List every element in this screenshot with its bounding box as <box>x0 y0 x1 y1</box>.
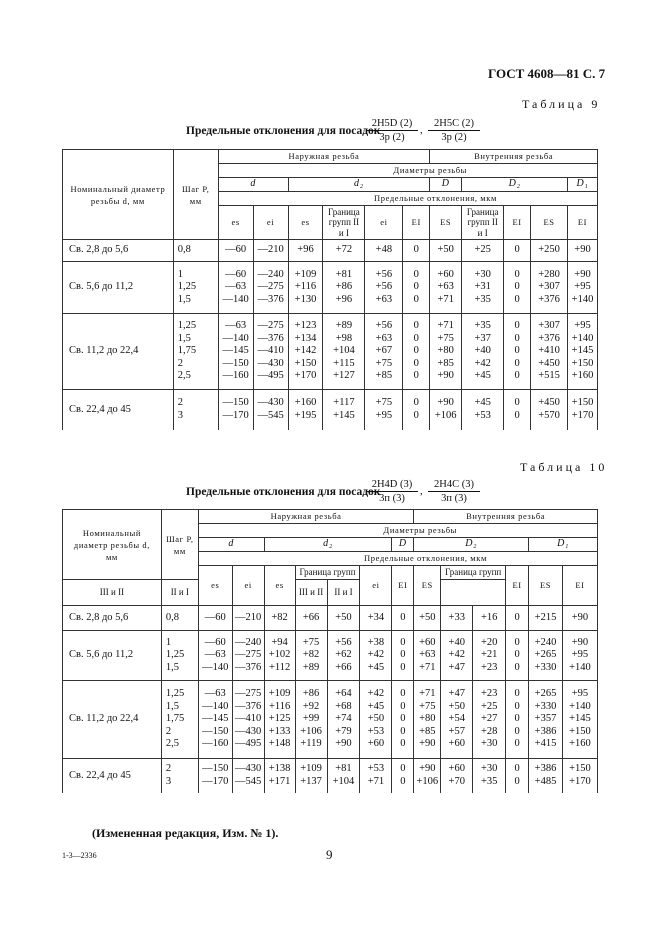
cell-value: +75 +95 <box>365 390 403 430</box>
cell-value: +72 <box>323 240 365 262</box>
cell-nominal-diameter: Св. 5,6 до 11,2 <box>63 631 162 681</box>
cell-step: 1 1,25 1,5 <box>161 631 198 681</box>
col-ES: ES <box>430 206 462 240</box>
cell-value: +50 <box>327 606 360 631</box>
cell-value: +240 +265 +330 <box>529 631 563 681</box>
cell-value: +56 +56 +63 <box>365 262 403 314</box>
cell-nominal-diameter: Св. 11,2 до 22,4 <box>63 314 174 390</box>
header-thread-diameters: Диаметры резьбы <box>218 164 597 178</box>
col-group-boundary: Граница групп <box>295 566 360 580</box>
cell-value: +386 +485 <box>529 759 563 793</box>
cell-value: +48 <box>365 240 403 262</box>
cell-step: 2 3 <box>161 759 198 793</box>
cell-value: —275 —376 —410 —430 —495 <box>232 681 264 759</box>
fraction-denominator: 3р (2) <box>441 132 467 143</box>
table-row <box>63 681 598 759</box>
cell-nominal-diameter: Св. 11,2 до 22,4 <box>63 681 162 759</box>
cell-value: 0 0 0 <box>506 631 529 681</box>
cell-value: +94 +102 +112 <box>264 631 295 681</box>
col-groups-III-II: III и II <box>63 580 162 606</box>
cell-value: +30 +35 <box>473 759 506 793</box>
table-row <box>63 759 598 793</box>
cell-value: —63 —140 —145 —150 —160 <box>218 314 253 390</box>
cell-value: 0 0 0 0 0 <box>506 681 529 759</box>
cell-value: +280 +307 +376 <box>531 262 568 314</box>
cell-value: +86 +92 +99 +106 +119 <box>295 681 327 759</box>
header-D: D <box>392 538 414 552</box>
cell-value: +16 <box>473 606 506 631</box>
cell-value: 0 0 0 <box>403 262 430 314</box>
cell-value: +90 +95 +140 <box>567 262 597 314</box>
cell-value: +160 +195 <box>288 390 323 430</box>
col-es: es <box>288 206 323 240</box>
col-ES: ES <box>529 566 563 606</box>
cell-value: +150 +170 <box>562 759 597 793</box>
cell-value: +123 +134 +142 +150 +170 <box>288 314 323 390</box>
cell-value: 0 0 0 0 0 <box>392 681 414 759</box>
cell-value: +81 +104 <box>327 759 360 793</box>
col-ei: ei <box>360 566 392 606</box>
cell-value: +66 <box>295 606 327 631</box>
table-row <box>63 240 598 262</box>
col-group-boundary: Граница групп <box>441 566 506 580</box>
header-d2: d₂ <box>288 178 430 192</box>
header-thread-diameters: Диаметры резьбы <box>198 524 597 538</box>
fraction-denominator: 3п (3) <box>379 493 405 504</box>
cell-value: +117 +145 <box>323 390 365 430</box>
cell-value: +89 +98 +104 +115 +127 <box>323 314 365 390</box>
cell-value: 0 0 <box>504 390 531 430</box>
cell-value: +90 <box>562 606 597 631</box>
fraction-numerator: 2H5C (2) <box>428 117 480 131</box>
cell-value: +109 +137 <box>295 759 327 793</box>
cell-value: —430 —545 <box>232 759 264 793</box>
table-10 <box>62 509 598 793</box>
cell-value: —60 <box>198 606 232 631</box>
table-caption: Таблица 9 <box>522 97 601 111</box>
cell-value: 0 0 <box>506 759 529 793</box>
cell-value: +50 <box>430 240 462 262</box>
comma: , <box>420 124 423 136</box>
fraction-numerator: 2H5D (2) <box>366 117 418 131</box>
cell-value: 0 0 <box>392 759 414 793</box>
header-d: d <box>198 538 264 552</box>
cell-value: +90 +106 <box>414 759 441 793</box>
cell-value: —60 <box>218 240 253 262</box>
header-step: Шаг P, мм <box>173 150 218 240</box>
fit-fraction <box>428 478 480 505</box>
cell-value: +47 +50 +54 +57 +60 <box>441 681 473 759</box>
cell-value: —240 —275 —376 <box>253 262 288 314</box>
cell-value: +215 <box>529 606 563 631</box>
revision-note: (Измененная редакция, Изм. № 1). <box>92 826 279 840</box>
cell-value: +71 +75 +80 +85 +90 <box>414 681 441 759</box>
col-group-boundary: Граница групп II и I <box>462 206 504 240</box>
cell-value: +60 +63 +71 <box>414 631 441 681</box>
cell-value: +56 +62 +66 <box>327 631 360 681</box>
cell-step: 2 3 <box>173 390 218 430</box>
fraction-numerator: 2H4D (3) <box>366 478 418 492</box>
cell-value: +25 <box>462 240 504 262</box>
cell-value: +20 +21 +23 <box>473 631 506 681</box>
cell-value: —210 <box>253 240 288 262</box>
header-step: Шаг P, мм <box>161 510 198 580</box>
cell-value: 0 <box>392 606 414 631</box>
header-D2: D₂ <box>414 538 529 552</box>
cell-value: +34 <box>360 606 392 631</box>
cell-value: +250 <box>531 240 568 262</box>
document-header: ГОСТ 4608—81 С. 7 <box>488 66 606 81</box>
col-EI: EI <box>504 206 531 240</box>
header-D2: D₂ <box>462 178 568 192</box>
cell-value: —150 —170 <box>198 759 232 793</box>
table-row <box>63 606 598 631</box>
col-EI: EI <box>567 206 597 240</box>
header-nominal-diameter: Номинальный диаметр резьбы d, мм <box>63 510 162 580</box>
fraction-denominator: 3п (3) <box>441 493 467 504</box>
cell-value: +38 +42 +45 <box>360 631 392 681</box>
col-groups-II-I: II и I <box>327 580 360 606</box>
col-EI: EI <box>562 566 597 606</box>
cell-value: +90 +95 +140 <box>562 631 597 681</box>
header-inner-thread: Внутренняя резьба <box>414 510 598 524</box>
header-outer-thread: Наружная резьба <box>218 150 430 164</box>
table-9 <box>62 149 598 430</box>
col-ei: ei <box>365 206 403 240</box>
cell-value: +35 +37 +40 +42 +45 <box>462 314 504 390</box>
cell-value: 0 <box>504 240 531 262</box>
cell-step: 1,25 1,5 1,75 2 2,5 <box>173 314 218 390</box>
cell-value: +45 +53 <box>462 390 504 430</box>
cell-nominal-diameter: Св. 22,4 до 45 <box>63 390 174 430</box>
fraction-denominator: 3р (2) <box>379 132 405 143</box>
cell-value: —63 —140 —145 —150 —160 <box>198 681 232 759</box>
cell-value: +53 +71 <box>360 759 392 793</box>
cell-value: +95 +140 +145 +150 +160 <box>567 314 597 390</box>
cell-value: 0 0 0 <box>504 262 531 314</box>
header-deviations: Предельные отклонения, мкм <box>198 552 597 566</box>
comma: , <box>420 485 423 497</box>
cell-step: 0,8 <box>161 606 198 631</box>
cell-value: —210 <box>232 606 264 631</box>
header-D1: D₁ <box>529 538 598 552</box>
cell-value: +71 +75 +80 +85 +90 <box>430 314 462 390</box>
col-ES: ES <box>414 566 441 606</box>
cell-value: —60 —63 —140 <box>218 262 253 314</box>
cell-nominal-diameter: Св. 2,8 до 5,6 <box>63 240 174 262</box>
table-row <box>63 390 598 430</box>
cell-nominal-diameter: Св. 2,8 до 5,6 <box>63 606 162 631</box>
cell-value: 0 <box>403 240 430 262</box>
header-d2: d₂ <box>264 538 392 552</box>
col-EI: EI <box>392 566 414 606</box>
cell-value: +64 +68 +74 +79 +90 <box>327 681 360 759</box>
cell-value: +42 +45 +50 +53 +60 <box>360 681 392 759</box>
cell-nominal-diameter: Св. 5,6 до 11,2 <box>63 262 174 314</box>
cell-value: +75 +82 +89 <box>295 631 327 681</box>
header-d: d <box>218 178 288 192</box>
cell-value: —150 —170 <box>218 390 253 430</box>
table-title: Предельные отклонения для посадок <box>186 486 381 498</box>
table-row <box>63 314 598 390</box>
col-ei: ei <box>232 566 264 606</box>
col-ei: ei <box>253 206 288 240</box>
col-EI: EI <box>506 566 529 606</box>
cell-value: +96 <box>288 240 323 262</box>
header-inner-thread: Внутренняя резьба <box>430 150 598 164</box>
table-title: Предельные отклонения для посадок <box>186 125 381 137</box>
header-deviations: Предельные отклонения, мкм <box>218 192 597 206</box>
cell-value: +265 +330 +357 +386 +415 <box>529 681 563 759</box>
col-es: es <box>264 566 295 606</box>
header-D: D <box>430 178 462 192</box>
cell-value: +50 <box>414 606 441 631</box>
col-ES: ES <box>531 206 568 240</box>
print-code: 1-3—2336 <box>62 851 97 860</box>
col-group-boundary: Граница групп II и I <box>323 206 365 240</box>
cell-value: +90 +106 <box>430 390 462 430</box>
cell-step: 1,25 1,5 1,75 2 2,5 <box>161 681 198 759</box>
header-D1: D₁ <box>567 178 597 192</box>
page-number: 9 <box>326 847 333 862</box>
cell-value: +138 +171 <box>264 759 295 793</box>
cell-step: 0,8 <box>173 240 218 262</box>
col-es: es <box>218 206 253 240</box>
cell-value: +150 +170 <box>567 390 597 430</box>
table-row <box>63 631 598 681</box>
cell-value: +56 +63 +67 +75 +85 <box>365 314 403 390</box>
fit-fraction <box>428 117 480 144</box>
cell-value: 0 0 0 0 0 <box>403 314 430 390</box>
header-nominal-diameter: Номинальный диаметр резьбы d, мм <box>63 150 174 240</box>
fit-fraction <box>366 478 418 505</box>
cell-value: +90 <box>567 240 597 262</box>
cell-value: 0 0 <box>403 390 430 430</box>
header-outer-thread: Наружная резьба <box>198 510 414 524</box>
col-EI: EI <box>403 206 430 240</box>
cell-value: +450 +570 <box>531 390 568 430</box>
cell-value: —275 —376 —410 —430 —495 <box>253 314 288 390</box>
col-groups-II-I: II и I <box>161 580 198 606</box>
cell-value: +33 <box>441 606 473 631</box>
col-groups-III-II: III и II <box>295 580 327 606</box>
cell-value: +23 +25 +27 +28 +30 <box>473 681 506 759</box>
cell-value: +60 +63 +71 <box>430 262 462 314</box>
table-caption: Таблица 10 <box>520 460 608 474</box>
cell-nominal-diameter: Св. 22,4 до 45 <box>63 759 162 793</box>
cell-value: +40 +42 +47 <box>441 631 473 681</box>
cell-step: 1 1,25 1,5 <box>173 262 218 314</box>
cell-value: +30 +31 +35 <box>462 262 504 314</box>
cell-value: —430 —545 <box>253 390 288 430</box>
fit-fraction <box>366 117 418 144</box>
cell-value: +109 +116 +125 +133 +148 <box>264 681 295 759</box>
table-row <box>63 262 598 314</box>
cell-value: +307 +376 +410 +450 +515 <box>531 314 568 390</box>
cell-value: +81 +86 +96 <box>323 262 365 314</box>
cell-value: +60 +70 <box>441 759 473 793</box>
cell-value: +95 +140 +145 +150 +160 <box>562 681 597 759</box>
cell-value: +109 +116 +130 <box>288 262 323 314</box>
fraction-numerator: 2H4C (3) <box>428 478 480 492</box>
cell-value: +82 <box>264 606 295 631</box>
cell-value: 0 <box>506 606 529 631</box>
cell-value: —60 —63 —140 <box>198 631 232 681</box>
cell-value: 0 0 0 <box>392 631 414 681</box>
cell-value: —240 —275 —376 <box>232 631 264 681</box>
col-es: es <box>198 566 232 606</box>
cell-value: 0 0 0 0 0 <box>504 314 531 390</box>
